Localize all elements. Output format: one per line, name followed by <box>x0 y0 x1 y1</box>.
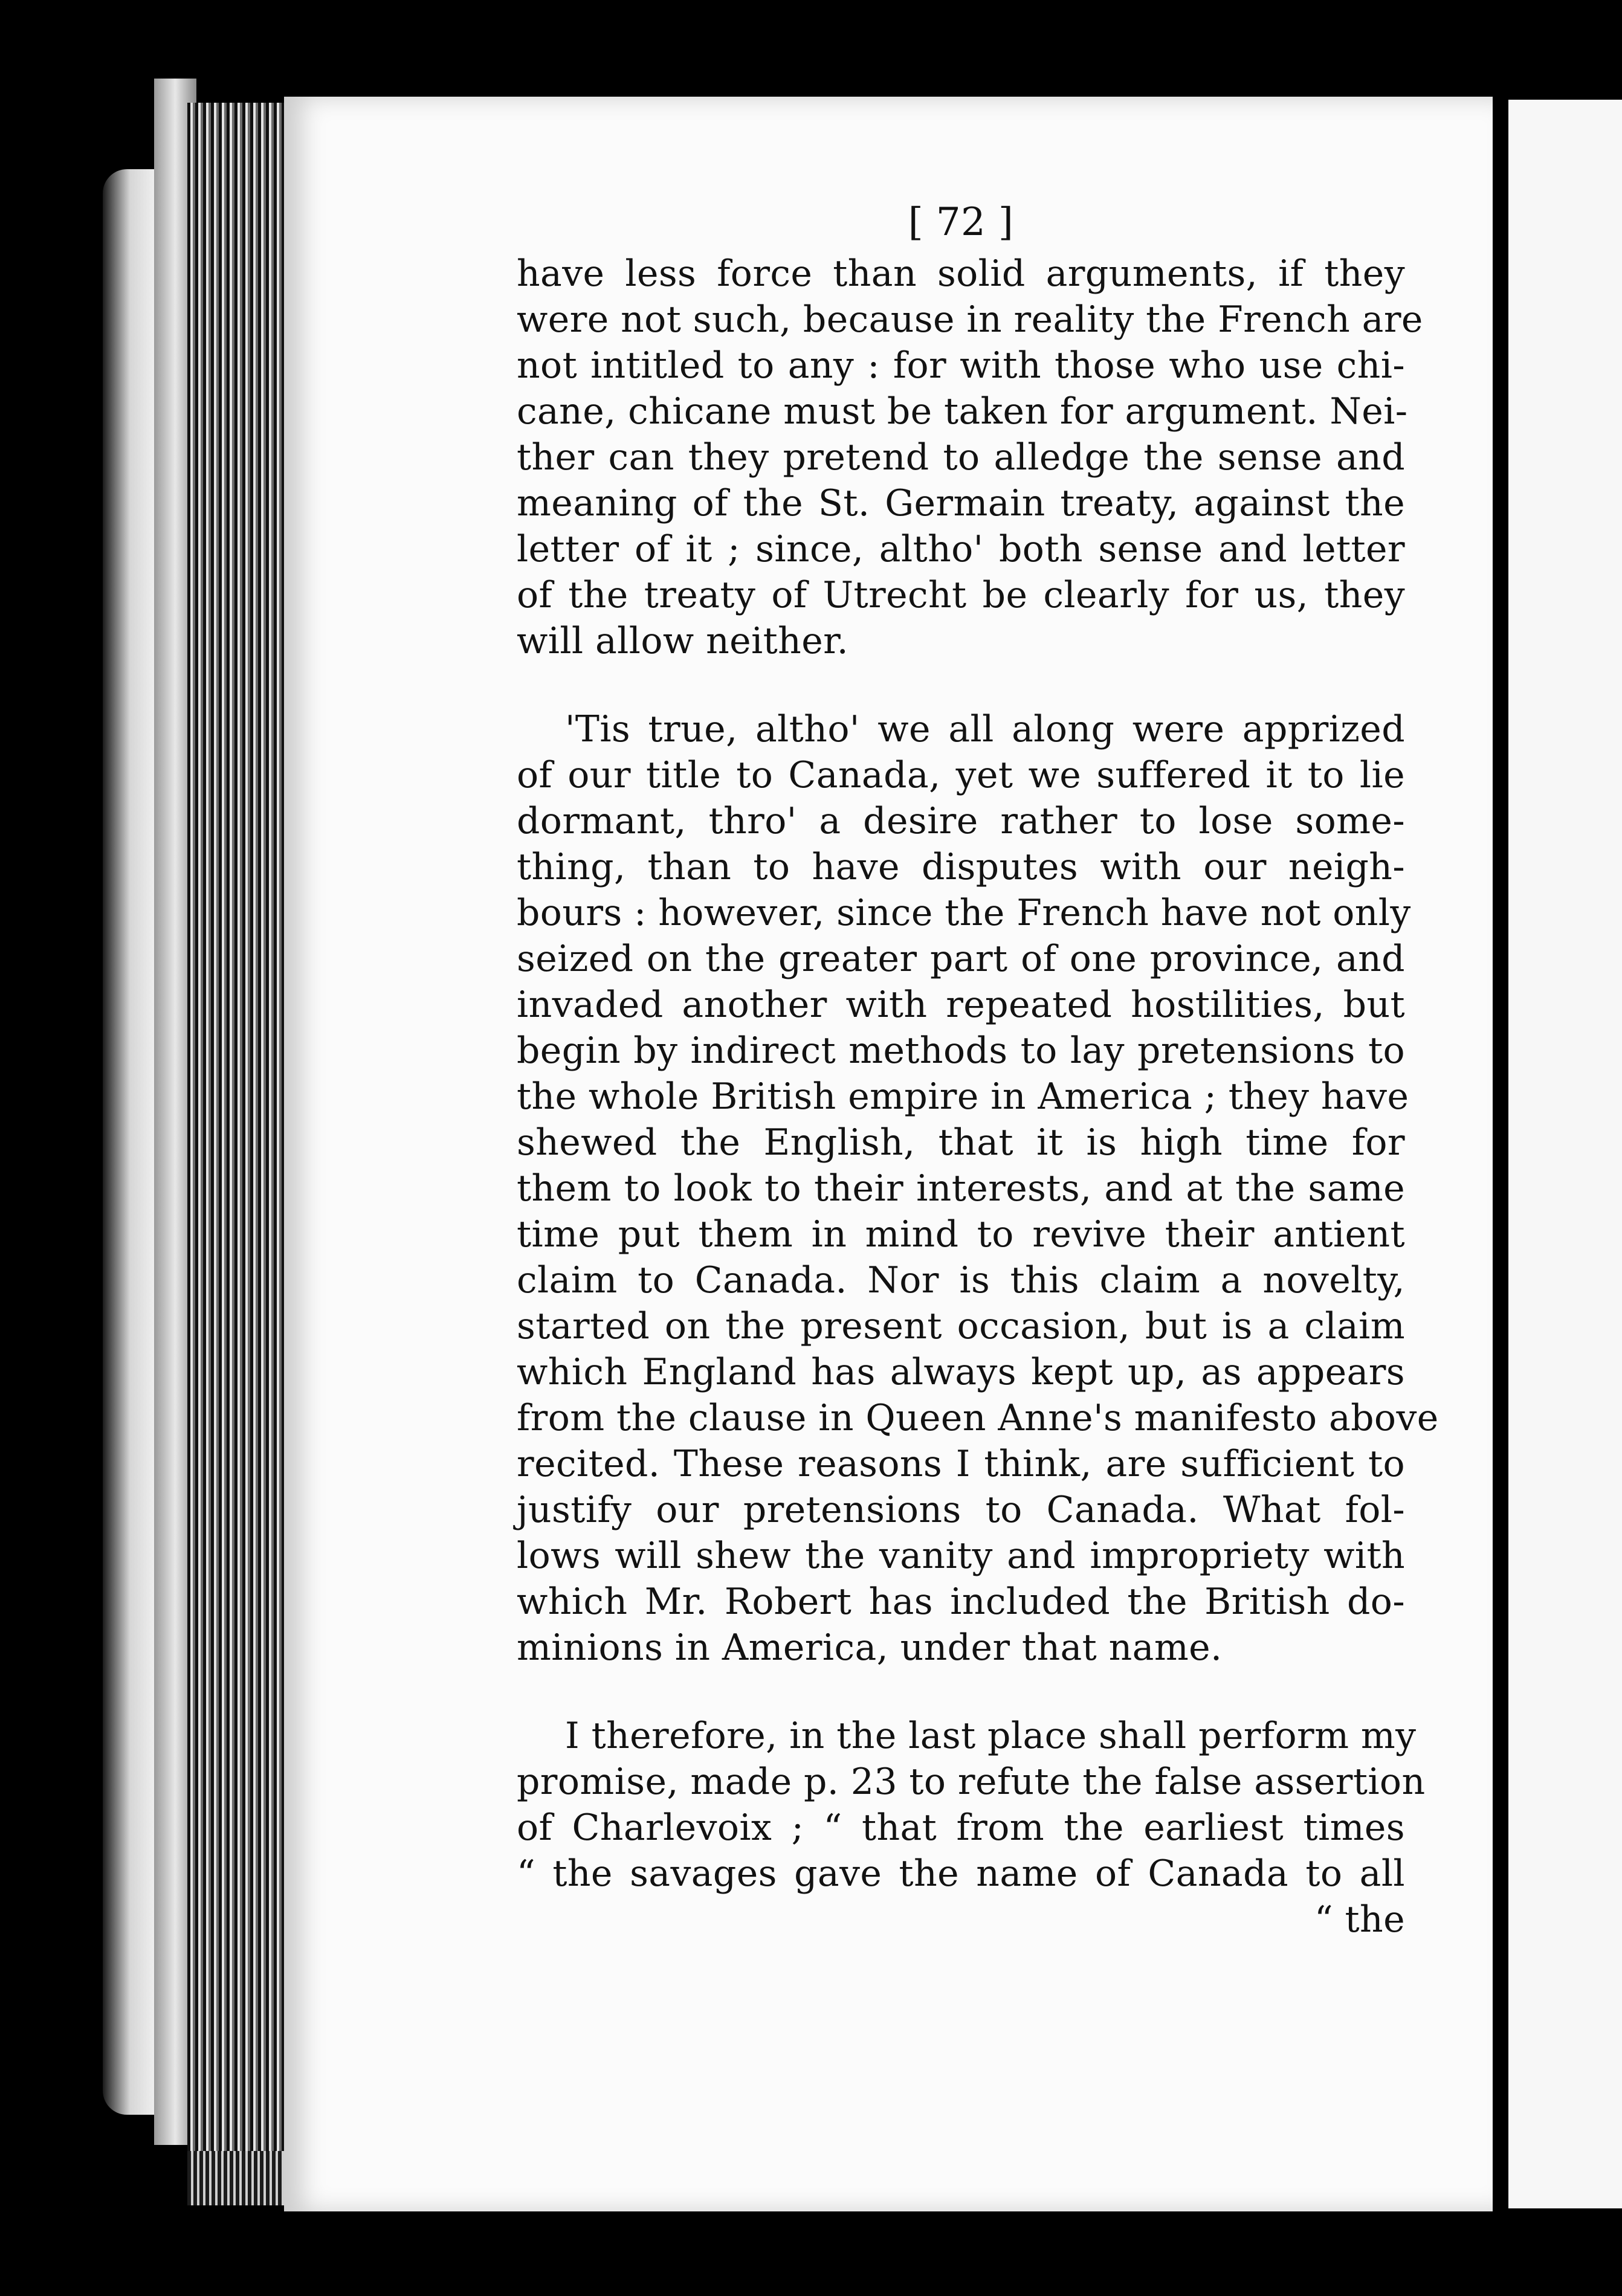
text-line: I therefore, in the last place shall perform my <box>565 1715 1417 1757</box>
text-line: cane, chicane must be taken for argument. Nei- <box>517 390 1408 433</box>
text-line: will allow neither. <box>517 620 849 662</box>
text-line: recited. These reasons I think, are sufficient to <box>517 1443 1405 1485</box>
text-line: “ the savages gave the name of Canada to all <box>517 1853 1405 1895</box>
page-gutter <box>1493 97 1508 2211</box>
text-line: started on the present occasion, but is a claim <box>517 1305 1405 1347</box>
text-line: thing, than to have disputes with our neigh- <box>517 846 1405 888</box>
text-line: have less force than solid arguments, if they <box>517 253 1405 295</box>
text-line: not intitled to any : for with those who use chi- <box>517 344 1405 387</box>
text-line: which England has always kept up, as appears <box>517 1351 1405 1393</box>
text-line: meaning of the St. Germain treaty, against the <box>517 482 1405 524</box>
left-page <box>284 97 1493 2211</box>
text-line: time put them in mind to revive their antient <box>517 1213 1405 1256</box>
text-line: letter of it ; since, altho' both sense and letter <box>517 528 1405 570</box>
paragraph-3 <box>517 1713 1426 1943</box>
right-page-edge <box>1508 100 1622 2208</box>
text-line: of Charlevoix ; “ that from the earliest times <box>517 1807 1405 1849</box>
text-line: the whole British empire in America ; they have <box>517 1075 1409 1118</box>
text-line: from the clause in Queen Anne's manifesto above <box>517 1397 1439 1439</box>
text-line: were not such, because in reality the French are <box>517 298 1423 341</box>
text-line: bours : however, since the French have not only <box>517 892 1411 934</box>
text-line: lows will shew the vanity and impropriety with <box>517 1535 1405 1577</box>
catchword: “ the <box>1314 1898 1405 1941</box>
text-line: promise, made p. 23 to refute the false assertion <box>517 1761 1426 1803</box>
text-line: dormant, thro' a desire rather to lose some- <box>517 800 1405 842</box>
text-line: them to look to their interests, and at the same <box>517 1167 1405 1210</box>
text-line: invaded another with repeated hostilities, but <box>517 984 1405 1026</box>
text-line: of our title to Canada, yet we suffered it to lie <box>517 754 1405 796</box>
text-line: claim to Canada. Nor is this claim a novelty, <box>517 1259 1405 1301</box>
text-line: seized on the greater part of one province, and <box>517 938 1405 980</box>
text-line: ther can they pretend to alledge the sense and <box>517 436 1405 479</box>
text-line: which Mr. Robert has included the British do- <box>517 1581 1405 1623</box>
page-number: [ 72 ] <box>908 200 1014 245</box>
text-line: begin by indirect methods to lay pretensions to <box>517 1030 1405 1072</box>
page-text-block <box>517 200 1439 1943</box>
page-edges <box>187 103 296 2205</box>
page-edges-bottom <box>187 2151 296 2205</box>
text-line: 'Tis true, altho' we all along were apprized <box>565 708 1405 750</box>
text-line: shewed the English, that it is high time for <box>517 1121 1405 1164</box>
paragraph-1 <box>517 251 1423 664</box>
text-line: justify our pretensions to Canada. What fol- <box>517 1489 1405 1531</box>
text-line: of the treaty of Utrecht be clearly for us, they <box>517 574 1405 616</box>
paragraph-2 <box>517 706 1439 1671</box>
text-line: minions in America, under that name. <box>517 1627 1223 1669</box>
